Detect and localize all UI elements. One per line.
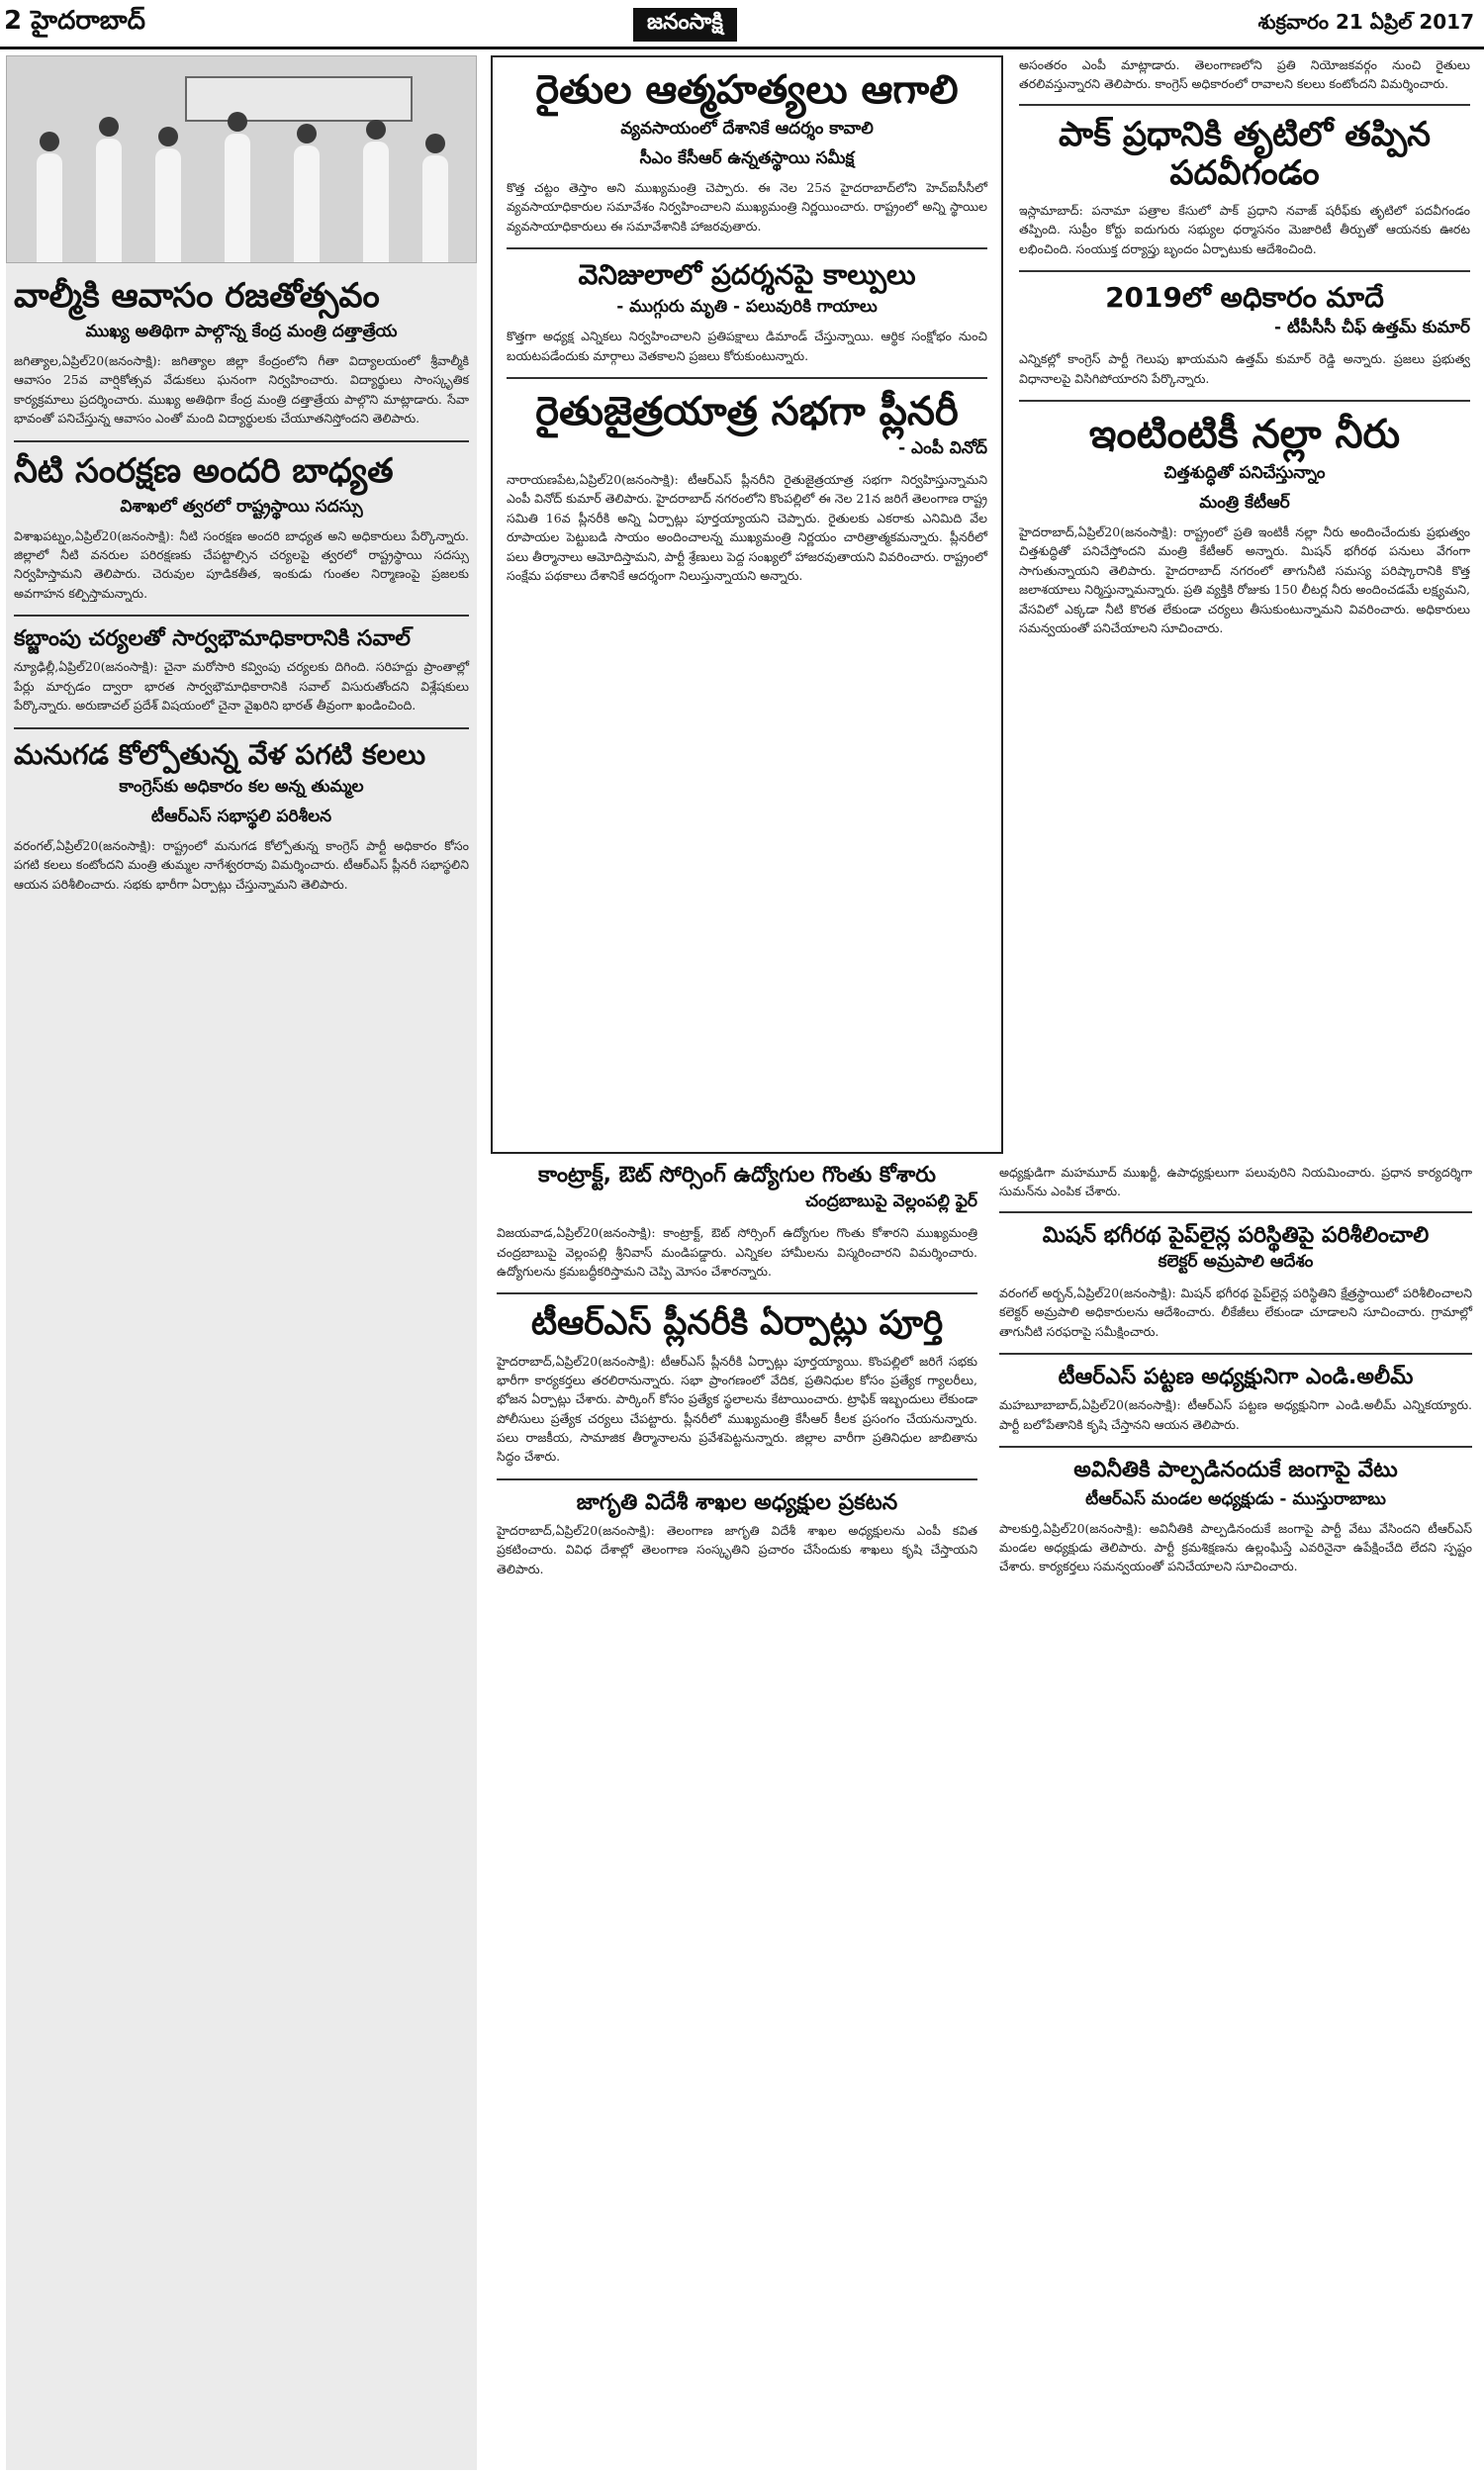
byline: - ఎంపీ వినోద్ — [898, 438, 987, 459]
article-body: వరంగల్ అర్బన్,ఏప్రిల్20(జనంసాక్షి): మిషన్ భగీరథ పైప్‌లైన్ల పరిస్థితిని క్షేత్రస్థాయిలో పరిశీలించాలని కలెక్టర్ అమ్రపాలి అధికారులను ఆదేశించారు. లీకేజీలు లేకుండా చూడాలని సూచించారు. గ్రామాల్లో తాగునీటి సరఫరాపై సమీక్షించారు. — [999, 1285, 1472, 1339]
dancer-figure — [155, 148, 181, 262]
article-valmiki — [14, 277, 469, 428]
divider — [497, 1292, 977, 1294]
headline: అవినీతికి పాల్పడినందుకే జంగాపై వేటు — [1073, 1458, 1398, 1483]
divider — [1019, 400, 1470, 402]
divider — [1019, 270, 1470, 272]
divider — [14, 440, 469, 442]
subheadline: టీఆర్‌ఎస్ మండల అధ్యక్షుడు - ముస్తురాబాబు — [1085, 1488, 1386, 1509]
article-body: ఇస్లామాబాద్: పనామా పత్రాల కేసులో పాక్ ప్రధాని నవాజ్ షరీఫ్‌కు తృటిలో పదవీగండం తప్పింది. సుప్రీం కోర్టు ఐదుగురు సభ్యుల ధర్మాసనం మెజారిటీ తీర్పుతో ఆయనకు ఊరట లభించింది. సంయుక్త దర్యాప్తు బృందం ఏర్పాటుకు ఆదేశించింది. — [1019, 202, 1470, 256]
article-body: ఎన్నికల్లో కాంగ్రెస్ పార్టీ గెలుపు ఖాయమని ఉత్తమ్ కుమార్ రెడ్డి అన్నారు. ప్రజలు ప్రభుత్వ విధానాలపై విసిగిపోయారని పేర్కొన్నారు. — [1019, 351, 1470, 386]
divider — [1019, 104, 1470, 106]
article-body: విజయవాడ,ఏప్రిల్20(జనంసాక్షి): కాంట్రాక్ట్, ఔట్ సోర్సింగ్ ఉద్యోగుల గొంతు కోశారని ముఖ్యమంత్రి చంద్రబాబుపై వెల్లంపల్లి శ్రీనివాస్ మండిపడ్డారు. ఎన్నికల హామీలను విస్మరించారని విమర్శించారు. ఉద్యోగులను క్రమబద్ధీకరిస్తామని చెప్పి మోసం చేశారన్నారు. — [497, 1225, 977, 1280]
subheadline: ముఖ్య అతిథిగా పాల్గొన్న కేంద్ర మంత్రి దత్తాత్రేయ — [85, 322, 398, 342]
article-continuation: అధ్యక్షుడిగా మహమూద్ ముఖర్జీ, ఉపాధ్యక్షులుగా పలువురిని నియమించారు. ప్రధాన కార్యదర్శిగా సుమన్‌ను ఎంపిక చేశారు. — [999, 1165, 1472, 1199]
divider — [14, 615, 469, 617]
headline: జాగృతి విదేశీ శాఖల అధ్యక్షుల ప్రకటన — [576, 1489, 898, 1515]
divider — [507, 377, 987, 379]
article-town-president — [999, 1365, 1472, 1434]
dance-photo — [6, 55, 477, 263]
dancer-figure — [294, 145, 320, 262]
headline: కాంట్రాక్ట్, ఔట్ సోర్సింగ్ ఉద్యోగుల గొంతు కోశారు — [538, 1163, 936, 1188]
article-2019 — [1019, 282, 1470, 388]
headline: నీటి సంరక్షణ అందరి బాధ్యత — [14, 450, 394, 491]
article-corruption — [999, 1458, 1472, 1575]
subheadline: చిత్తశుద్ధితో పనిచేస్తున్నాం — [1163, 463, 1326, 483]
article-contract-employees — [497, 1163, 977, 1281]
divider — [999, 1353, 1472, 1355]
article-body: మహబూబాబాద్,ఏప్రిల్20(జనంసాక్షి): టీఆర్‌ఎస్ పట్టణ అధ్యక్షునిగా ఎండి.అలీమ్ ఎన్నికయ్యారు. పార్టీ బలోపేతానికి కృషి చేస్తానని ఆయన తెలిపారు. — [999, 1397, 1472, 1432]
headline: ఇంటింటికీ నల్లా నీరు — [1088, 412, 1401, 457]
article-body: హైదరాబాద్,ఏప్రిల్20(జనంసాక్షి): రాష్ట్రంలో ప్రతి ఇంటికీ నల్లా నీరు అందించేందుకు ప్రభుత్వం చిత్తశుద్ధితో పనిచేస్తోందని మంత్రి కేటీఆర్ అన్నారు. మిషన్ భగీరథ పనులు వేగంగా సాగుతున్నాయని తెలిపారు. హైదరాబాద్ నగరంలో తాగునీటి సమస్య పరిష్కారానికి కొత్త జలాశయాలు నిర్మిస్తున్నామన్నారు. ప్రతి వ్యక్తికి రోజుకు 150 లీటర్ల నీరు అందించడమే లక్ష్యమని, వేసవిలో ఎక్కడా నీటి కొరత లేకుండా చర్యలు తీసుకుంటున్నామని వివరించారు. అధికారులు సమన్వయంతో పనిచేయాలని సూచించారు. — [1019, 524, 1470, 635]
headline: 2019లో అధికారం మాదే — [1105, 281, 1384, 315]
article-continuation: అసంతరం ఎంపీ మాట్లాడారు. తెలంగాణలోని ప్రతి నియోజకవర్గం నుంచి రైతులు తరలివస్తున్నారని తెలిపారు. కాంగ్రెస్ అధికారంలో రావాలని కలలు కంటోందని విమర్శించారు. — [1019, 57, 1470, 92]
center-top-box — [491, 55, 1003, 1154]
headline: టీఆర్‌ఎస్ పట్టణ అధ్యక్షునిగా ఎండి.అలీమ్ — [1058, 1365, 1414, 1390]
byline: కలెక్టర్ అమ్రపాలి ఆదేశం — [1158, 1252, 1314, 1273]
divider — [14, 727, 469, 729]
headline: మనుగడ కోల్పోతున్న వేళ పగటి కలలు — [14, 737, 426, 771]
stage-banner — [185, 76, 413, 122]
masthead — [0, 0, 1484, 49]
lower-middle-column — [491, 1163, 983, 2469]
divider — [507, 247, 987, 249]
dancer-figure — [422, 155, 448, 262]
byline: చంద్రబాబుపై వెల్లంపల్లి ఫైర్ — [805, 1191, 977, 1212]
article-body: కొత్తగా అధ్యక్ష ఎన్నికలు నిర్వహించాలని ప్రతిపక్షాలు డిమాండ్ చేస్తున్నాయి. ఆర్థిక సంక్షోభం నుంచి బయటపడేందుకు మార్గాలు వెతకాలని ప్రజలు కోరుకుంటున్నారు. — [507, 329, 987, 363]
left-column — [6, 55, 477, 2470]
headline: పాక్ ప్రధానికి తృటిలో తప్పిన పదవీగండం — [1058, 114, 1432, 193]
article-body: విశాఖపట్నం,ఏప్రిల్20(జనంసాక్షి): నీటి సంరక్షణ అందరి బాధ్యత అని అధికారులు పేర్కొన్నారు. జిల్లాలో నీటి వనరుల పరిరక్షణకు చేపట్టాల్సిన చర్యలపై త్వరలో రాష్ట్రస్థాయి సదస్సు నిర్వహిస్తామని తెలిపారు. చెరువుల పూడికతీత, ఇంకుడు గుంతల నిర్మాణంపై ప్రజలకు అవగాహన కల్పిస్తామన్నారు. — [14, 527, 469, 601]
article-body: వరంగల్,ఏప్రిల్20(జనంసాక్షి): రాష్ట్రంలో మనుగడ కోల్పోతున్న కాంగ్రెస్ పార్టీ అధికారం కోసం పగటి కలలు కంటోందని మంత్రి తుమ్మల నాగేశ్వరరావు విమర్శించారు. టీఆర్‌ఎస్ ప్లీనరీ సభాస్థలిని ఆయన పరిశీలించారు. సభకు భారీగా ఏర్పాట్లు చేస్తున్నామని తెలిపారు. — [14, 837, 469, 892]
subheadline-2: సీఎం కేసీఆర్ ఉన్నతస్థాయి సమీక్ష — [639, 148, 855, 168]
article-tap-water — [1019, 412, 1470, 637]
lower-right-column — [993, 1163, 1478, 2469]
article-body: హైదరాబాద్,ఏప్రిల్20(జనంసాక్షి): టీఆర్‌ఎస్ ప్లీనరీకి ఏర్పాట్లు పూర్తయ్యాయి. కొంపల్లిలో జరిగే సభకు భారీగా కార్యకర్తలు తరలిరానున్నారు. సభా ప్రాంగణంలో వేదిక, ప్రతినిధుల కోసం ప్రత్యేక గ్యాలరీలు, భోజన ఏర్పాట్లు చేశారు. పార్కింగ్ కోసం ప్రత్యేక స్థలాలను కేటాయించారు. ట్రాఫిక్ ఇబ్బందులు లేకుండా పోలీసులు ప్రత్యేక చర్యలు చేపట్టారు. ప్లీనరీలో ముఖ్యమంత్రి కేసీఆర్ కీలక ప్రసంగం చేయనున్నారు. పలు రాజకీయ, సామాజిక తీర్మానాలను ప్రవేశపెట్టనున్నారు. జిల్లాల వారీగా ప్రతినిధుల జాబితాను సిద్ధం చేశారు. — [497, 1353, 977, 1465]
headline: మిషన్ భగీరథ పైప్‌లైన్ల పరిస్థితిపై పరిశీలించాలి — [1042, 1222, 1430, 1248]
article-venezuela — [507, 259, 987, 365]
headline: రైతుల ఆత్మహత్యలు ఆగాలి — [535, 67, 959, 113]
page-label: 2 హైదరాబాద్ — [4, 6, 145, 36]
article-pak-pm — [1019, 116, 1470, 258]
article-plenary-rally — [507, 389, 987, 585]
article-body: న్యూఢిల్లీ,ఏప్రిల్20(జనంసాక్షి): చైనా మరోసారి కవ్వింపు చర్యలకు దిగింది. సరిహద్దు ప్రాంతాల్లో పేర్లు మార్చడం ద్వారా భారత సార్వభౌమాధికారానికి సవాల్ విసురుతోందని విశ్లేషకులు పేర్కొన్నారు. అరుణాచల్ ప్రదేశ్ విషయంలో చైనా వైఖరిని భారత్ తీవ్రంగా ఖండించింది. — [14, 659, 469, 714]
dancer-figure — [363, 142, 389, 262]
article-farmer-suicides — [507, 67, 987, 236]
article-mission-bhagiratha — [999, 1223, 1472, 1341]
subheadline-2: మంత్రి కేటీఆర్ — [1199, 493, 1290, 513]
headline: కబ్జాంపు చర్యలతో సార్వభౌమాధికారానికి సవాల్ — [14, 626, 412, 652]
headline: టీఆర్‌ఎస్ ప్లీనరీకి ఏర్పాట్లు పూర్తి — [530, 1303, 944, 1344]
article-body: జగిత్యాల,ఏప్రిల్20(జనంసాక్షి): జగిత్యాల జిల్లా కేంద్రంలోని గీతా విద్యాలయంలో శ్రీవాల్మీకి ఆవాసం 25వ వార్షికోత్సవ వేడుకలు ఘనంగా నిర్వహించారు. విద్యార్థులు సాంస్కృతిక కార్యక్రమాలు ప్రదర్శించారు. ముఖ్య అతిథిగా కేంద్ర మంత్రి దత్తాత్రేయ పాల్గొని మాట్లాడారు. సేవా భావంతో పనిచేస్తున్న ఆవాసం ఎంతో మంది విద్యార్థులకు చేయూతనిస్తోందని తెలిపారు. — [14, 353, 469, 427]
article-body: పాలకుర్తి,ఏప్రిల్20(జనంసాక్షి): అవినీతికి పాల్పడినందుకే జంగాపై పార్టీ వేటు వేసిందని టీఆర్‌ఎస్ మండల అధ్యక్షుడు తెలిపారు. పార్టీ క్రమశిక్షణను ఉల్లంఘిస్తే ఎవరినైనా ఉపేక్షించేది లేదని స్పష్టం చేశారు. కార్యకర్తలు సమన్వయంతో పనిచేయాలని సూచించారు. — [999, 1520, 1472, 1574]
article-plenary-arrangements — [497, 1304, 977, 1466]
article-daydreams — [14, 739, 469, 894]
divider — [497, 1478, 977, 1480]
article-body: నారాయణపేట,ఏప్రిల్20(జనంసాక్షి): టీఆర్‌ఎస్ ప్లీనరీని రైతుజైత్రయాత్ర సభగా నిర్వహిస్తున్నామని ఎంపీ వినోద్ కుమార్ తెలిపారు. హైదరాబాద్ నగరంలోని కొంపల్లిలో ఈ నెల 21న జరిగే తెలంగాణ రాష్ట్ర సమితి 16వ ప్లీనరీకి అన్ని ఏర్పాట్లు పూర్తయ్యాయని చెప్పారు. రైతులకు ఎకరాకు ఎనిమిది వేల రూపాయల పెట్టుబడి సాయం అందించాలన్న ముఖ్యమంత్రి నిర్ణయం చారిత్రాత్మకమన్నారు. ప్లీనరీలో పలు తీర్మానాలు ఆమోదిస్తామని, పార్టీ శ్రేణులు పెద్ద సంఖ్యలో హాజరవుతాయని వివరించారు. రాష్ట్రంలో సంక్షేమ పథకాలు దేశానికే ఆదర్శంగా నిలుస్తున్నాయని అన్నారు. — [507, 472, 987, 583]
article-body: హైదరాబాద్,ఏప్రిల్20(జనంసాక్షి): తెలంగాణ జాగృతి విదేశీ శాఖల అధ్యక్షులను ఎంపీ కవిత ప్రకటించారు. వివిధ దేశాల్లో తెలంగాణ సంస్కృతిని ప్రచారం చేసేందుకు శాఖలు కృషి చేస్తాయని తెలిపారు. — [497, 1523, 977, 1576]
subheadline: కాంగ్రెస్‌కు అధికారం కల అన్న తుమ్మల — [119, 776, 364, 797]
article-jagruthi — [497, 1490, 977, 1578]
dancer-figure — [37, 153, 62, 262]
subheadline-2: టీఆర్‌ఎస్ సభాస్థలి పరిశీలన — [150, 806, 332, 826]
headline: రైతుజైత్రయాత్ర సభగా ప్లీనరీ — [535, 389, 959, 435]
right-top-column — [1011, 55, 1478, 1154]
article-body: కొత్త చట్టం తెస్తాం అని ముఖ్యమంత్రి చెప్పారు. ఈ నెల 25న హైదరాబాద్‌లోని హెచ్ఐసీసీలో వ్యవసాయాధికారుల సమావేశం నిర్వహించాలని ముఖ్యమంత్రి నిర్ణయించారు. రాష్ట్రంలో అన్ని స్థాయిల వ్యవసాయాధికారులు ఈ సమావేశానికి హాజరవుతారు. — [507, 180, 987, 234]
dancer-figure — [225, 134, 250, 262]
article-water — [14, 452, 469, 604]
headline: వాల్మీకి ఆవాసం రజతోత్సవం — [14, 276, 380, 316]
divider — [999, 1446, 1472, 1448]
subheadline: విశాఖలో త్వరలో రాష్ట్రస్థాయి సదస్సు — [120, 496, 363, 517]
article-sovereignty — [14, 626, 469, 714]
dancer-figure — [96, 139, 122, 262]
subheadline: - ముగ్గురు మృతి - పలువురికి గాయాలు — [616, 297, 878, 318]
byline: - టీపీసీసీ చీఫ్ ఉత్తమ్ కుమార్ — [1274, 318, 1470, 338]
subheadline: వ్యవసాయంలో దేశానికే ఆదర్శం కావాలి — [620, 119, 874, 139]
newspaper-logo: జనంసాక్షి — [633, 8, 737, 42]
headline: వెనిజులాలో ప్రదర్శనపై కాల్పులు — [578, 258, 916, 292]
divider — [999, 1211, 1472, 1213]
issue-date: శుక్రవారం 21 ఏప్రిల్ 2017 — [1257, 10, 1474, 34]
